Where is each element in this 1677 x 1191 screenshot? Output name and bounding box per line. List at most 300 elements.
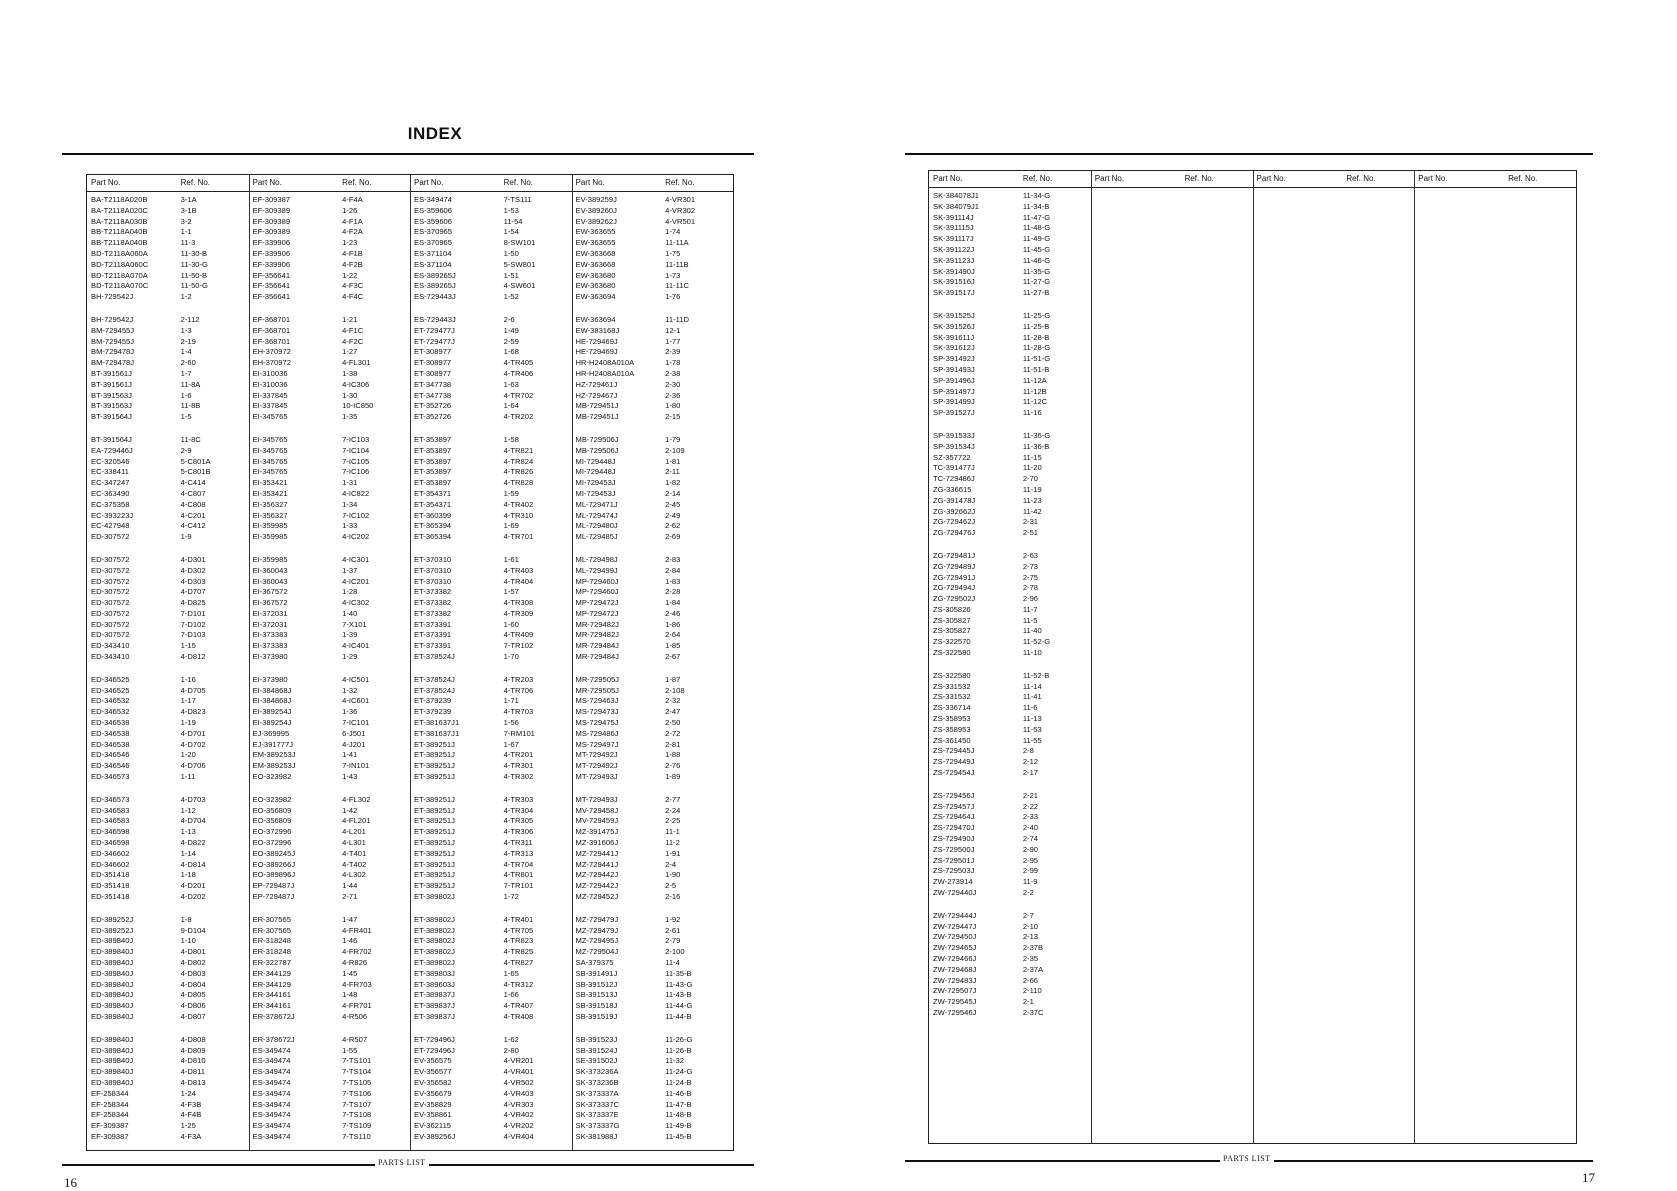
table-row <box>929 322 1091 333</box>
part-number: MZ-729441J <box>575 859 619 869</box>
ref-number: 4-VR502 <box>503 1077 534 1087</box>
ref-number: 11-27-G <box>1022 277 1051 287</box>
part-number: BT-391563J <box>91 390 132 400</box>
table-row <box>572 500 734 511</box>
left-column-4 <box>572 175 734 1150</box>
part-number: ES-349474 <box>252 1056 291 1066</box>
table-row <box>87 326 249 337</box>
row-group <box>87 1035 249 1143</box>
table-row <box>410 947 572 958</box>
table-row <box>249 467 411 478</box>
table-row <box>410 1100 572 1111</box>
table-row <box>410 686 572 697</box>
part-number: SK-391525J <box>933 310 975 320</box>
part-number: ED-307572 <box>91 598 130 608</box>
ref-number: 4-IC601 <box>342 696 370 706</box>
ref-number: 1-66 <box>503 990 519 1000</box>
part-number: ET-389251J <box>414 827 455 837</box>
table-row <box>929 573 1091 584</box>
ref-number: 1-43 <box>342 772 358 782</box>
table-row <box>929 997 1091 1008</box>
ref-number: 4-TR309 <box>503 608 534 618</box>
ref-number: 7-D102 <box>180 619 206 629</box>
part-number: SK-373337C <box>575 1099 619 1109</box>
ref-number: 1-54 <box>503 227 519 237</box>
table-row <box>929 496 1091 507</box>
ref-number: 4-C412 <box>180 521 206 531</box>
part-number: ET-378524J <box>414 652 455 662</box>
part-number: TC-729486J <box>933 474 975 484</box>
ref-number: 1-7 <box>180 368 192 378</box>
part-number: ES-349474 <box>252 1077 291 1087</box>
table-row <box>87 881 249 892</box>
table-row <box>249 195 411 206</box>
part-number: MR-729484J <box>575 641 619 651</box>
footer-label-left: PARTS LIST <box>375 1158 429 1167</box>
ref-number: 1-56 <box>503 718 519 728</box>
ref-number: 2-76 <box>665 761 681 771</box>
ref-number: 2-75 <box>1022 572 1039 582</box>
ref-number: 4-TR828 <box>503 478 534 488</box>
ref-number: 11-8A <box>180 379 201 389</box>
table-row <box>249 990 411 1001</box>
ref-number: 1-46 <box>342 936 358 946</box>
table-row <box>410 521 572 532</box>
part-number: ED-346583 <box>91 816 130 826</box>
part-number: ZG-729489J <box>933 561 976 571</box>
table-row <box>572 686 734 697</box>
ref-number: 2-32 <box>665 696 681 706</box>
part-number: ET-353897 <box>414 445 452 455</box>
ref-number: 7-D103 <box>180 630 206 640</box>
row-group <box>87 675 249 783</box>
ref-number: 1-73 <box>665 270 681 280</box>
ref-number: 1-90 <box>665 870 681 880</box>
ref-number: 2-46 <box>665 608 681 618</box>
table-row <box>929 245 1091 256</box>
table-row <box>249 849 411 860</box>
part-number: MI-729453J <box>575 488 616 498</box>
table-row <box>572 827 734 838</box>
part-number: ZG-729494J <box>933 583 976 593</box>
ref-number: 11-19 <box>1022 484 1042 494</box>
part-number: ET-373382 <box>414 608 452 618</box>
ref-number: 4-D804 <box>180 979 206 989</box>
part-number: ZW-729450J <box>933 932 977 942</box>
ref-number: 2-51 <box>1022 528 1039 538</box>
part-number: ED-346573 <box>91 772 130 782</box>
ref-number: 11-32 <box>665 1056 685 1066</box>
ref-number: 12-1 <box>665 325 681 335</box>
ref-number: 4-TR827 <box>503 958 534 967</box>
table-row <box>572 915 734 926</box>
part-number: MZ-729495J <box>575 936 619 946</box>
table-row <box>249 696 411 707</box>
part-number: ED-389840J <box>91 1034 134 1044</box>
table-row <box>249 217 411 228</box>
table-row <box>87 281 249 292</box>
table-row <box>249 347 411 358</box>
part-number: SK-373337G <box>575 1121 620 1131</box>
ref-number: 2-63 <box>1022 550 1039 560</box>
ref-number: 4-L201 <box>342 827 366 837</box>
part-number: ZS-331532 <box>933 681 971 691</box>
ref-number: 4-F3A <box>180 1131 202 1141</box>
ref-number: 4-D701 <box>180 728 206 738</box>
table-row <box>929 911 1091 922</box>
part-number: ET-353897 <box>414 456 452 466</box>
ref-number: 11-44-B <box>665 1011 692 1021</box>
ref-number: 2-80 <box>503 1045 519 1055</box>
part-number: ET-389603J <box>414 979 455 989</box>
part-number: ES-729443J <box>414 314 456 324</box>
ref-number: 1-63 <box>503 379 519 389</box>
part-number: EO-372996 <box>252 827 292 837</box>
ref-number: 11-47-B <box>665 1099 692 1109</box>
table-row <box>87 870 249 881</box>
table-row <box>87 860 249 871</box>
ref-number: 4-F1C <box>342 325 364 335</box>
ref-number: 11-26-B <box>665 1045 692 1055</box>
ref-number: 5-C801A <box>180 456 211 466</box>
ref-number: 4-F4A <box>342 195 363 204</box>
table-row <box>572 369 734 380</box>
part-number: ZS-729456J <box>933 790 975 800</box>
part-number: BD-T2118A060A <box>91 248 148 258</box>
table-row <box>410 849 572 860</box>
footer-label-right: PARTS LIST <box>1220 1154 1274 1163</box>
part-number: SP-391533J <box>933 430 975 440</box>
part-number: EW-363694 <box>575 314 616 324</box>
table-row <box>249 630 411 641</box>
ref-number: 11-52-G <box>1022 637 1051 647</box>
table-row <box>572 511 734 522</box>
ref-number: 7-TS104 <box>342 1067 372 1077</box>
table-row <box>410 860 572 871</box>
part-number: ER-307565 <box>252 925 291 935</box>
table-row <box>929 1008 1091 1019</box>
part-number: ED-351418 <box>91 881 130 891</box>
part-number: ER-318248 <box>252 947 291 957</box>
ref-number: 11-11A <box>665 238 689 248</box>
part-number: EF-356641 <box>252 270 291 280</box>
part-no-header: Part No. <box>1094 174 1125 183</box>
ref-number: 4-TR308 <box>503 598 534 608</box>
ref-number: 2-14 <box>665 488 681 498</box>
table-row <box>929 791 1091 802</box>
part-number: ML-729498J <box>575 554 618 564</box>
ref-number: 4-D802 <box>180 958 206 967</box>
table-row <box>249 412 411 423</box>
ref-number: 2-50 <box>665 718 681 728</box>
table-row <box>410 750 572 761</box>
part-number: MP-729460J <box>575 576 619 586</box>
part-number: ET-347738 <box>414 390 452 400</box>
table-row <box>249 457 411 468</box>
part-number: EO-389896J <box>252 870 296 880</box>
ref-number: 7-TS105 <box>342 1077 372 1087</box>
table-row <box>87 467 249 478</box>
table-row <box>410 641 572 652</box>
part-number: EC-320546 <box>91 456 130 466</box>
part-number: BM-729455J <box>91 325 135 335</box>
ref-number: 2-2 <box>1022 888 1034 898</box>
table-row <box>87 358 249 369</box>
ref-number: 2-84 <box>665 565 681 575</box>
ref-number: 11-48-G <box>1022 223 1051 233</box>
part-number: MR-729484J <box>575 652 619 662</box>
ref-number: 4-FL302 <box>342 794 371 804</box>
ref-number: 4-TR406 <box>503 368 534 378</box>
ref-number: 2-16 <box>665 892 681 902</box>
ref-number: 5-SW801 <box>503 259 536 269</box>
ref-number: 4-J201 <box>342 739 366 749</box>
table-row <box>929 736 1091 747</box>
ref-number: 1-6 <box>180 390 192 400</box>
table-row <box>929 562 1091 573</box>
part-number: ZW-729483J <box>933 975 977 985</box>
right-column-3 <box>1253 171 1416 1143</box>
table-row <box>410 511 572 522</box>
ref-number: 1-81 <box>665 456 681 466</box>
table-row <box>87 227 249 238</box>
part-number: ZG-336615 <box>933 484 972 494</box>
part-number: EV-389262J <box>575 216 617 226</box>
ref-no-header: Ref. No. <box>1508 174 1538 183</box>
table-row <box>87 1100 249 1111</box>
table-row <box>87 652 249 663</box>
table-row <box>410 795 572 806</box>
part-number: ED-346573 <box>91 794 130 804</box>
table-row <box>249 358 411 369</box>
ref-number: 10-IC850 <box>342 401 374 411</box>
ref-number: 4-FL301 <box>342 358 371 368</box>
ref-number: 2-99 <box>1022 866 1039 876</box>
ref-number: 4-VR303 <box>503 1099 534 1109</box>
part-number: ML-729499J <box>575 565 618 575</box>
table-row <box>929 616 1091 627</box>
part-number: SP-391497J <box>933 386 975 396</box>
ref-number: 4-D702 <box>180 739 206 749</box>
table-row <box>410 1078 572 1089</box>
table-row <box>572 380 734 391</box>
part-number: ZS-358953 <box>933 714 971 724</box>
part-number: MR-729482J <box>575 619 619 629</box>
part-number: HR-H2408A010A <box>575 358 635 368</box>
table-row <box>410 271 572 282</box>
part-number: ET-389251J <box>414 859 455 869</box>
table-row <box>87 1001 249 1012</box>
table-row <box>929 954 1091 965</box>
ref-number: 6-J501 <box>342 728 366 738</box>
table-row <box>87 511 249 522</box>
ref-number: 1-38 <box>342 368 358 378</box>
ref-no-header: Ref. No. <box>503 178 533 187</box>
part-number: ED-389252J <box>91 914 134 924</box>
part-number: ET-389251J <box>414 761 455 771</box>
title-rule-left <box>62 153 754 155</box>
left-column-1 <box>87 175 250 1150</box>
part-number: BD-T2118A070A <box>91 270 148 280</box>
header-underline <box>572 191 734 192</box>
table-row <box>249 926 411 937</box>
ref-number: 1-39 <box>342 630 358 640</box>
ref-number: 1-85 <box>665 641 681 651</box>
table-row <box>410 532 572 543</box>
ref-number: 2-71 <box>342 892 358 902</box>
part-number: EO-323982 <box>252 772 292 782</box>
table-row <box>929 932 1091 943</box>
table-row <box>87 500 249 511</box>
part-number: ES-370965 <box>414 238 452 248</box>
ref-number: 4-D803 <box>180 968 206 978</box>
table-row <box>410 772 572 783</box>
part-number: EM-389253J <box>252 750 296 760</box>
table-row <box>87 478 249 489</box>
ref-number: 7-TS107 <box>342 1099 372 1109</box>
ref-number: 2-108 <box>665 685 685 695</box>
ref-number: 4-L302 <box>342 870 366 880</box>
part-number: ZS-305827 <box>933 626 971 636</box>
ref-number: 4-F1B <box>342 248 363 258</box>
table-row <box>572 860 734 871</box>
table-row <box>87 849 249 860</box>
table-row <box>410 358 572 369</box>
part-number: ET-379239 <box>414 696 452 706</box>
row-list <box>249 195 411 1155</box>
table-row <box>410 260 572 271</box>
table-row <box>249 772 411 783</box>
part-number: ED-307572 <box>91 608 130 618</box>
table-row <box>410 326 572 337</box>
part-number: EV-362115 <box>414 1121 452 1131</box>
table-row <box>249 1001 411 1012</box>
part-number: MZ-729441J <box>575 848 619 858</box>
ref-number: 11-13 <box>1022 714 1042 724</box>
ref-number: 1-58 <box>503 434 519 444</box>
part-number: ED-389840J <box>91 990 134 1000</box>
ref-number: 11-25-B <box>1022 321 1050 331</box>
ref-number: 4-TR402 <box>503 499 534 509</box>
ref-number: 2-38 <box>665 368 681 378</box>
ref-number: 1-23 <box>342 238 358 248</box>
ref-number: 4-TR824 <box>503 456 534 466</box>
ref-number: 1-15 <box>180 641 196 651</box>
ref-number: 4-TR409 <box>503 630 534 640</box>
part-number: ED-346546 <box>91 750 130 760</box>
part-number: ET-373391 <box>414 641 452 651</box>
table-row <box>410 806 572 817</box>
table-row <box>249 401 411 412</box>
part-number: MR-729482J <box>575 630 619 640</box>
part-number: MZ-391475J <box>575 827 619 837</box>
row-group <box>410 675 572 783</box>
ref-number: 1-20 <box>180 750 196 760</box>
table-row <box>410 915 572 926</box>
ref-number: 4-D809 <box>180 1045 206 1055</box>
row-group <box>410 1035 572 1143</box>
part-number: MB-729506J <box>575 434 619 444</box>
part-number: ED-307572 <box>91 630 130 640</box>
table-row <box>572 249 734 260</box>
part-number: MI-729448J <box>575 456 616 466</box>
table-row <box>572 1001 734 1012</box>
ref-number: 1-25 <box>180 1121 196 1131</box>
table-row <box>572 806 734 817</box>
table-row <box>572 707 734 718</box>
table-row <box>572 1067 734 1078</box>
part-number: BB-T2118A040B <box>91 238 148 248</box>
table-row <box>249 652 411 663</box>
part-number: EO-356809 <box>252 816 292 826</box>
table-row <box>929 485 1091 496</box>
right-parts-table <box>928 170 1577 1144</box>
part-number: SP-391499J <box>933 397 975 407</box>
part-number: ZS-322580 <box>933 648 971 658</box>
part-number: ET-381637J1 <box>414 728 460 738</box>
ref-number: 4-TR202 <box>503 412 534 422</box>
ref-number: 4-F2C <box>342 336 364 346</box>
table-row <box>87 969 249 980</box>
ref-number: 4-TR302 <box>503 772 534 782</box>
table-row <box>572 358 734 369</box>
ref-number: 4-F2B <box>342 259 363 269</box>
table-row <box>929 408 1091 419</box>
part-number: ED-346602 <box>91 848 130 858</box>
ref-number: 2-83 <box>665 554 681 564</box>
table-row <box>249 587 411 598</box>
table-row <box>87 641 249 652</box>
table-row <box>572 489 734 500</box>
table-row <box>572 641 734 652</box>
part-number: ET-389802J <box>414 914 455 924</box>
part-number: SP-391527J <box>933 408 975 418</box>
table-row <box>249 795 411 806</box>
table-row <box>249 380 411 391</box>
ref-number: 1-35 <box>342 412 358 422</box>
table-row <box>249 1132 411 1143</box>
ref-number: 4-VR301 <box>665 195 696 204</box>
part-number: ED-346525 <box>91 685 130 695</box>
ref-number: 4-IC401 <box>342 641 370 651</box>
row-group <box>572 1035 734 1143</box>
ref-number: 2-13 <box>1022 932 1039 942</box>
ref-number: 11-53 <box>1022 724 1042 734</box>
part-number: ET-729496J <box>414 1034 455 1044</box>
ref-number: 1-78 <box>665 358 681 368</box>
table-row <box>87 1056 249 1067</box>
part-number: ML-729485J <box>575 532 618 542</box>
ref-number: 4-IC501 <box>342 674 370 684</box>
part-number: ES-389265J <box>414 270 456 280</box>
part-number: ET-389251J <box>414 870 455 880</box>
part-number: ZS-322570 <box>933 637 971 647</box>
ref-number: 1-18 <box>180 870 196 880</box>
ref-number: 1-42 <box>342 805 358 815</box>
part-number: ZG-391478J <box>933 495 976 505</box>
table-row <box>410 881 572 892</box>
row-group <box>929 551 1091 659</box>
table-row <box>87 369 249 380</box>
part-number: ET-389251J <box>414 794 455 804</box>
part-number: ED-389840J <box>91 947 134 957</box>
part-number: SP-391492J <box>933 354 975 364</box>
part-number: TC-391477J <box>933 463 975 473</box>
table-row <box>572 467 734 478</box>
table-row <box>929 823 1091 834</box>
row-group <box>410 315 572 423</box>
part-number: ES-349474 <box>252 1099 291 1109</box>
